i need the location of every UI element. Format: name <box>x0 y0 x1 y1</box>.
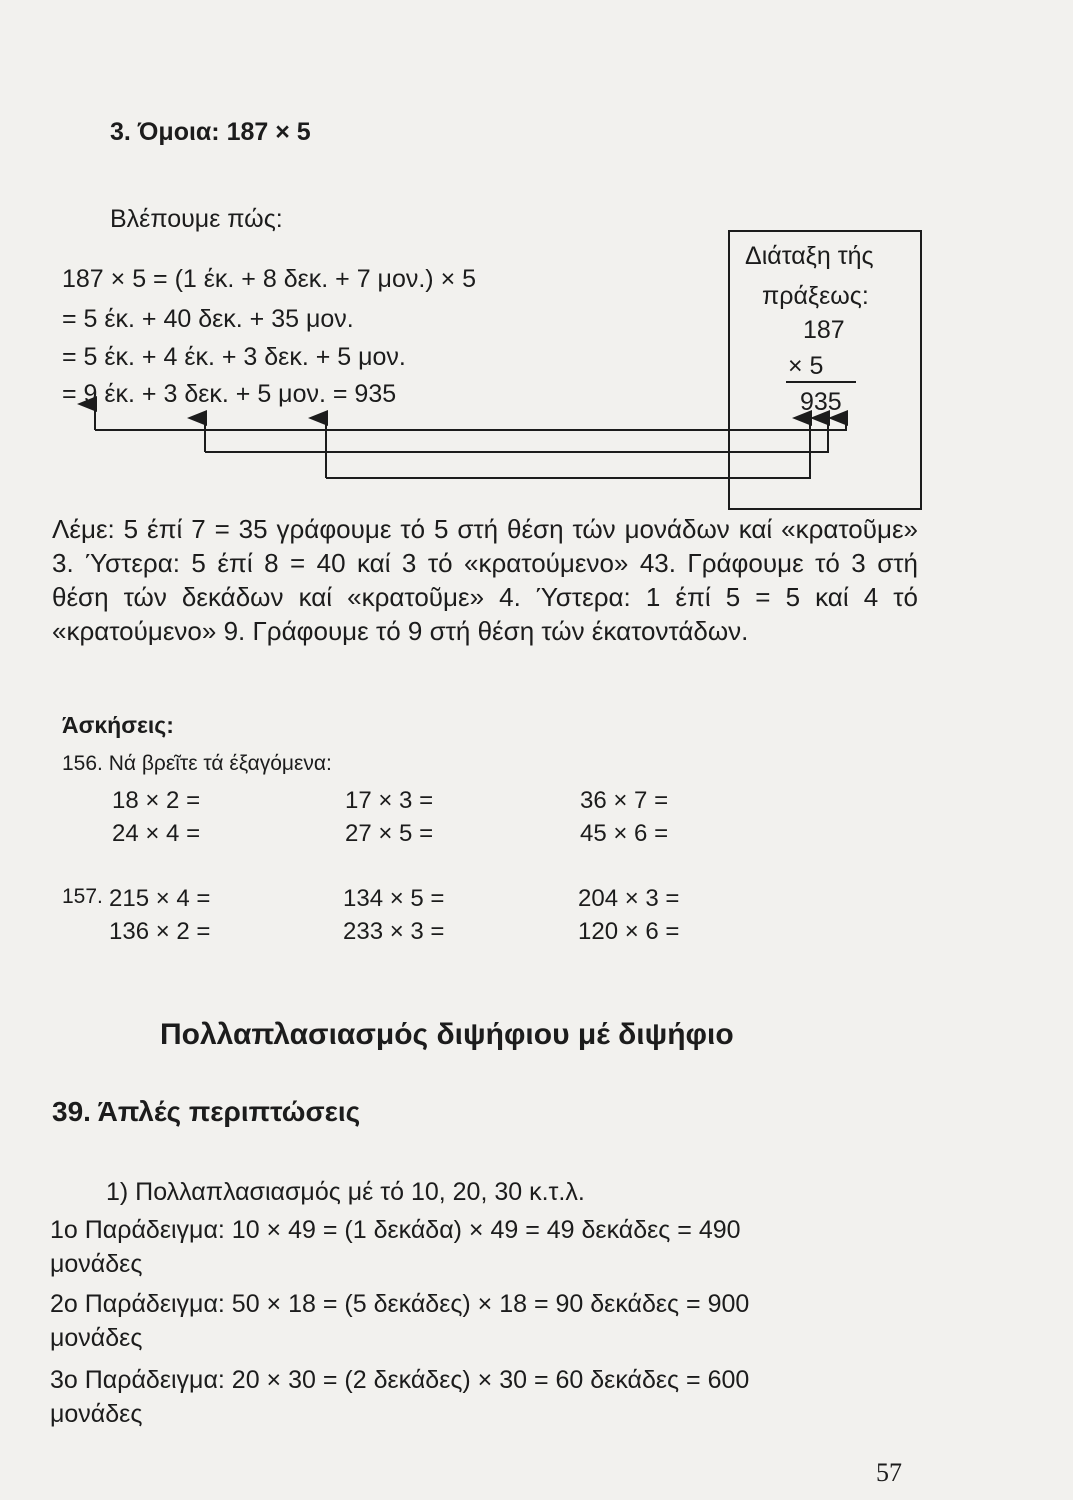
ex156-cell: 45 × 6 = <box>580 820 669 847</box>
ex156-cell: 24 × 4 = <box>112 820 201 847</box>
expansion-line-2: = 5 έκ. + 40 δεκ. + 35 μον. <box>62 305 354 333</box>
example-1-continuation: μονάδες <box>50 1250 143 1278</box>
ex157-cell: 134 × 5 = <box>343 885 445 912</box>
exercise-156-label: 156. Νά βρεῖτε τά έξαγόμενα: <box>62 752 332 775</box>
layout-rule <box>786 381 856 383</box>
layout-box-title-1: Διάταξη τής <box>745 242 874 270</box>
ex157-cell: 120 × 6 = <box>578 918 680 945</box>
layout-box <box>728 230 922 510</box>
ex156-cell: 36 × 7 = <box>580 787 669 814</box>
ex157-cell: 204 × 3 = <box>578 885 680 912</box>
example-3-line: 3ο Παράδειγμα: 20 × 30 = (2 δεκάδες) × 30 = 60 δεκάδες = 600 <box>50 1366 750 1394</box>
ex157-cell: 233 × 3 = <box>343 918 445 945</box>
expansion-line-1: 187 × 5 = (1 έκ. + 8 δεκ. + 7 μον.) × 5 <box>62 265 477 293</box>
exercise-157-label: 157. <box>62 885 103 908</box>
ex156-cell: 27 × 5 = <box>345 820 434 847</box>
section-intro: Βλέπουμε πώς: <box>110 205 283 233</box>
ex157-cell: 215 × 4 = <box>109 885 211 912</box>
expansion-line-3: = 5 έκ. + 4 έκ. + 3 δεκ. + 5 μον. <box>62 343 406 371</box>
page-number: 57 <box>876 1458 902 1487</box>
ex157-cell: 136 × 2 = <box>109 918 211 945</box>
chapter-title: Πολλαπλασιασμός διψήφιου μέ διψήφιο <box>160 1018 734 1051</box>
layout-multiplier: × 5 <box>788 352 824 380</box>
section-title: 3. Όμοια: 187 × 5 <box>110 118 311 146</box>
exercises-heading: Άσκήσεις: <box>62 712 174 738</box>
lesson-title: 39. Άπλές περιπτώσεις <box>52 1096 361 1127</box>
layout-result: 935 <box>800 388 842 416</box>
expansion-line-4: = 9 έκ. + 3 δεκ. + 5 μον. = 935 <box>62 380 397 408</box>
example-1-line: 1ο Παράδειγμα: 10 × 49 = (1 δεκάδα) × 49 = 49 δεκάδες = 490 <box>50 1216 741 1244</box>
example-3-continuation: μονάδες <box>50 1400 143 1428</box>
ex156-cell: 17 × 3 = <box>345 787 434 814</box>
example-2-line: 2ο Παράδειγμα: 50 × 18 = (5 δεκάδες) × 18 = 90 δεκάδες = 900 <box>50 1290 750 1318</box>
lesson-subtitle: 1) Πολλαπλασιασμός μέ τό 10, 20, 30 κ.τ.λ. <box>106 1178 585 1206</box>
layout-multiplicand: 187 <box>803 316 845 344</box>
explanation-paragraph: Λέμε: 5 έπί 7 = 35 γράφουμε τό 5 στή θέση τών μονάδων καί «κρατοῦμε» 3. Ύστερα: 5 έπί 8 = 40 καί 3 τό «κρατούμενο» 43. Γράφουμε τό 3 στή θέση τών δεκάδων καί «κρατοῦμε» 4. Ύστερα: 1 έπί 5 = 5 καί 4 τό «κρατούμενο» 9. Γράφουμε τό 9 στή θέση τών έκατοντάδων. <box>52 514 918 646</box>
ex156-cell: 18 × 2 = <box>112 787 201 814</box>
layout-box-title-2: πράξεως: <box>762 282 869 310</box>
example-2-continuation: μονάδες <box>50 1324 143 1352</box>
